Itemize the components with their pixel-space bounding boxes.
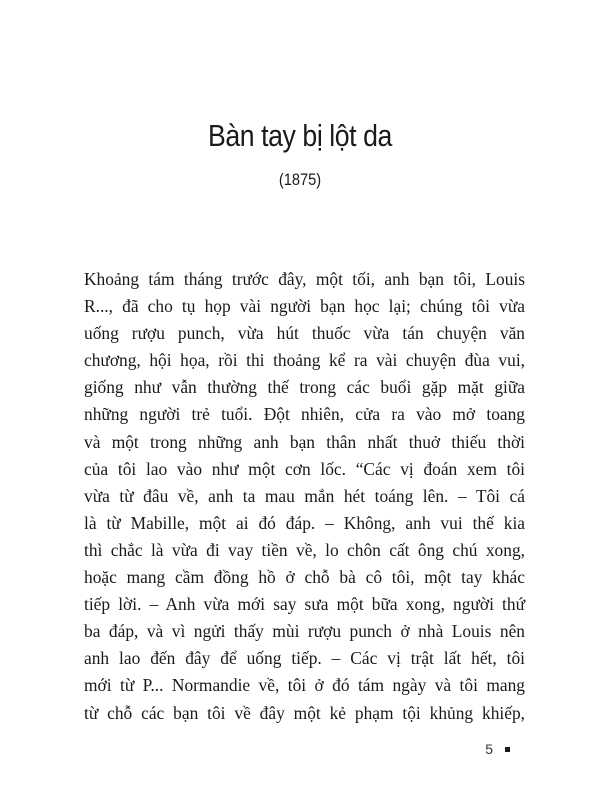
- text-line: hoặc mang cầm đồng hồ ở chỗ bà cô tôi, một tay khác: [84, 567, 525, 588]
- chapter-year: (1875): [278, 170, 322, 189]
- text-line: R..., đã cho tụ họp vài người bạn học lại; chúng tôi vừa: [84, 296, 525, 317]
- text-line: là từ Mabille, một ai đó đáp. – Không, anh vui thế kia: [84, 512, 525, 533]
- square-bullet-icon: [505, 747, 510, 752]
- page-footer: [485, 741, 510, 757]
- page-number: 5: [485, 741, 493, 757]
- text-line: mới từ P... Normandie về, tôi ở đó tám ngày và tôi mang: [84, 675, 525, 696]
- text-line: của tôi lao vào như một cơn lốc. “Các vị đoán xem tôi: [84, 458, 525, 479]
- text-line: uống rượu punch, vừa hút thuốc vừa tán chuyện văn: [84, 323, 525, 344]
- text-line: tiếp lời. – Anh vừa mới say sưa một bữa xong, người thứ: [84, 594, 525, 615]
- text-line: anh lao đến đây để uống tiếp. – Các vị trật lất hết, tôi: [84, 648, 525, 669]
- text-line: ba đáp, và vì ngửi thấy mùi rượu punch ở nhà Louis nên: [84, 621, 525, 642]
- text-line: và một trong những anh bạn thân nhất thuở thiếu thời: [84, 431, 525, 452]
- text-line: thì chắc là vừa đi vay tiền về, lo chôn cất ông chú xong,: [84, 539, 525, 560]
- text-line: Khoảng tám tháng trước đây, một tối, anh bạn tôi, Louis: [84, 269, 525, 289]
- text-line: từ chỗ các bạn tôi về đây một kẻ phạm tội khủng khiếp,: [84, 702, 525, 723]
- text-line: những người trẻ tuổi. Đột nhiên, cửa ra vào mở toang: [84, 404, 525, 425]
- text-line: giống như vẫn thường thế trong các buổi gặp mặt giữa: [84, 377, 525, 398]
- chapter-title: Bàn tay bị lột da: [208, 118, 392, 153]
- text-line: chương, hội họa, rồi thi thoảng kể ra vài chuyện đùa vui,: [84, 350, 525, 371]
- text-line: vừa từ đâu về, anh ta mau mắn hét toáng lên. – Tôi cá: [84, 485, 525, 506]
- body-text: [84, 266, 525, 727]
